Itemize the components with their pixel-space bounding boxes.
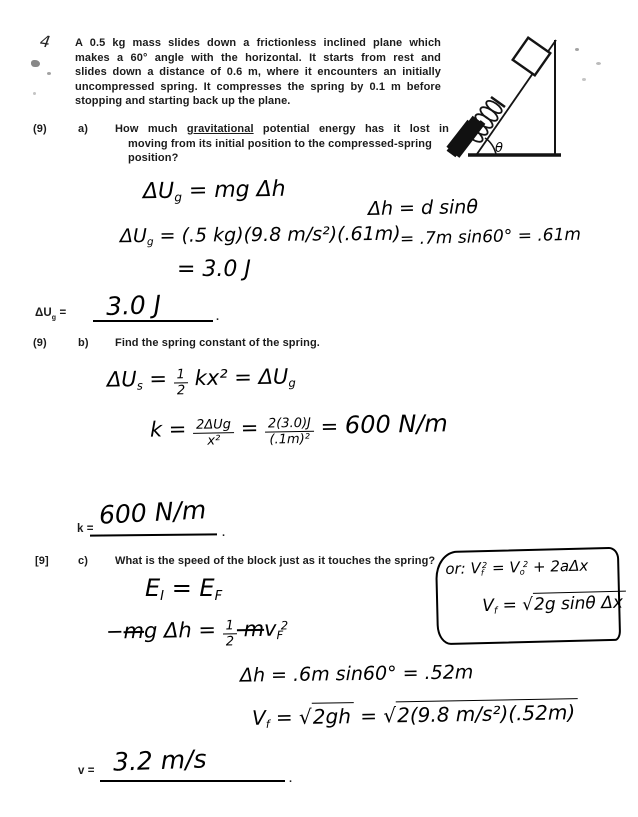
hw-text: =	[496, 595, 523, 616]
fraction-denominator: 2	[225, 634, 235, 650]
block	[513, 38, 551, 76]
hw-text: = (.5 kg)(9.8 m/s²)(.61m)	[153, 222, 401, 247]
hw-text: ΔU	[142, 178, 175, 205]
hw-text: ΔU	[119, 224, 148, 248]
fraction-numerator: 2(3.0)J	[265, 417, 314, 433]
scan-speckle	[33, 92, 36, 95]
hw-text: = mg Δh	[181, 176, 286, 204]
answer-a-value: 3.0 J	[105, 290, 162, 321]
question-text: How much	[115, 123, 187, 135]
answer-label-text: k	[77, 523, 84, 535]
radical-sign: √	[383, 703, 397, 728]
hw-text: + 2aΔx	[528, 556, 589, 576]
hw-sub: f	[265, 717, 270, 731]
hw-text: −	[105, 619, 124, 644]
answer-a-blank-line	[93, 320, 213, 322]
part-a-label: a)	[78, 123, 88, 135]
question-text: potential energy has it lost in	[253, 123, 449, 135]
margin-problem-number: 4	[38, 31, 52, 52]
question-line	[115, 122, 449, 137]
part-b-label: b)	[78, 337, 89, 349]
work-a-line2: Δh = d sinθ	[367, 196, 479, 220]
part-c-points: [9]	[35, 555, 49, 567]
hw-text: =	[233, 415, 266, 441]
work-c-line2	[106, 616, 289, 651]
answer-c-blank-line	[100, 780, 285, 782]
statement-line: stopping and starting back up the plane.	[75, 95, 291, 108]
answer-c-label	[78, 764, 95, 779]
orbox-line2	[482, 593, 626, 617]
fraction-numerator: 1	[222, 619, 237, 635]
hw-text: v	[263, 616, 277, 641]
work-b-line1	[107, 364, 296, 399]
radicand: 2(9.8 m/s²)(.52m)	[396, 698, 578, 727]
hw-text: or:	[445, 559, 471, 579]
hw-sub: F	[214, 588, 223, 604]
hw-sub: g	[288, 375, 296, 390]
statement-line: uncompressed spring. It compresses the spring by 0.1 m before	[75, 80, 441, 93]
part-c-label: c)	[78, 555, 88, 567]
hw-text: V	[470, 559, 481, 578]
answer-b-value: 600 N/m	[98, 495, 207, 530]
work-b-line2	[150, 409, 448, 449]
question-line: position?	[128, 152, 179, 165]
statement-line: slides down a distance of 0.6 m, where it encounters an initially	[75, 66, 441, 79]
hw-sub: f	[493, 605, 498, 617]
work-c-line4	[252, 700, 579, 731]
equals-sign: =	[87, 765, 95, 777]
hw-sup: 2	[481, 560, 488, 571]
equals-sign: =	[59, 307, 67, 319]
hw-text: ΔU	[106, 367, 137, 392]
part-c-question: What is the speed of the block just as it touches the spring?	[115, 555, 436, 567]
answer-label-text: ΔU	[35, 307, 52, 319]
hw-text: g Δh =	[143, 617, 223, 643]
equals-sign: =	[86, 523, 94, 535]
part-a-points: (9)	[33, 123, 47, 135]
answer-label-sub: g	[51, 314, 57, 322]
hw-sub: g	[174, 190, 183, 205]
hw-text: V	[481, 595, 495, 617]
part-b-question: Find the spring constant of the spring.	[115, 337, 320, 349]
hw-fraction	[222, 619, 237, 649]
answer-a-label	[35, 306, 66, 326]
cancelled-mass: m	[123, 618, 145, 644]
answer-c-value: 3.2 m/s	[112, 744, 207, 777]
problem-statement	[75, 36, 441, 109]
work-a-result: = 3.0 J	[177, 257, 251, 282]
statement-line: A 0.5 kg mass slides down a frictionless inclined plane which	[75, 37, 441, 49]
work-a-line3	[120, 223, 401, 249]
theta-label: θ	[495, 141, 503, 156]
hw-sub: s	[136, 378, 143, 393]
orbox-line1	[445, 557, 588, 579]
scan-speckle	[31, 60, 40, 67]
work-c-line1	[145, 574, 222, 604]
hw-text: =	[313, 414, 346, 439]
spring-base	[448, 119, 483, 156]
cancelled-mass: m	[236, 616, 265, 642]
part-a-question	[115, 122, 449, 166]
answer-label-text: v	[78, 765, 85, 777]
hw-text: V	[251, 705, 266, 730]
hw-text: kx² = ΔU	[187, 364, 289, 391]
radical-sign: √	[521, 594, 534, 616]
question-underlined-word: gravitational	[186, 123, 254, 135]
radical-sign: √	[298, 704, 313, 730]
hw-text: =	[353, 703, 384, 729]
radicand: 2gh	[312, 702, 355, 729]
work-a-line3-cont: = .7m sin60° = .61m	[399, 224, 582, 250]
hw-fraction	[265, 417, 314, 447]
work-a-line1	[143, 177, 286, 205]
hw-fraction	[173, 368, 188, 398]
answer-a-period: .	[216, 311, 220, 323]
fraction-denominator: 2	[176, 383, 186, 399]
question-line: moving from its initial position to the compressed-spring	[128, 137, 432, 150]
hw-sup: 2	[522, 559, 529, 570]
radicand: 2g sinθ Δx	[533, 591, 626, 615]
fraction-denominator: x²	[207, 433, 221, 450]
work-c-line3: Δh = .6m sin60° = .52m	[239, 661, 474, 687]
answer-b-blank-line	[90, 533, 217, 536]
part-b-points: (9)	[33, 337, 47, 349]
hw-text: E	[145, 574, 161, 602]
hw-sub: F	[276, 627, 284, 643]
fraction-denominator: (.1m)²	[269, 432, 311, 448]
fraction-numerator: 1	[173, 368, 188, 384]
alternate-solution-box	[435, 547, 624, 645]
hw-sup: 2	[280, 618, 289, 633]
statement-line: makes a 60° angle with the horizontal. It starts from rest and	[75, 51, 441, 64]
hw-text: k =	[149, 416, 194, 442]
answer-c-period: .	[289, 773, 293, 785]
fraction-numerator: 2ΔUg	[193, 418, 234, 434]
hw-sub: f	[480, 567, 484, 578]
hw-text: =	[269, 705, 300, 730]
hw-sub: I	[160, 588, 165, 604]
hw-text: = E	[164, 574, 215, 602]
hw-sub: g	[146, 236, 154, 249]
hw-fraction	[193, 418, 234, 448]
incline-diagram	[443, 22, 638, 162]
hw-result: 600 N/m	[344, 409, 449, 440]
hw-text: = V	[487, 558, 520, 577]
hw-text: =	[142, 366, 174, 392]
answer-b-period: .	[222, 527, 226, 539]
hw-sub: o	[519, 566, 525, 577]
scan-speckle	[47, 72, 51, 75]
